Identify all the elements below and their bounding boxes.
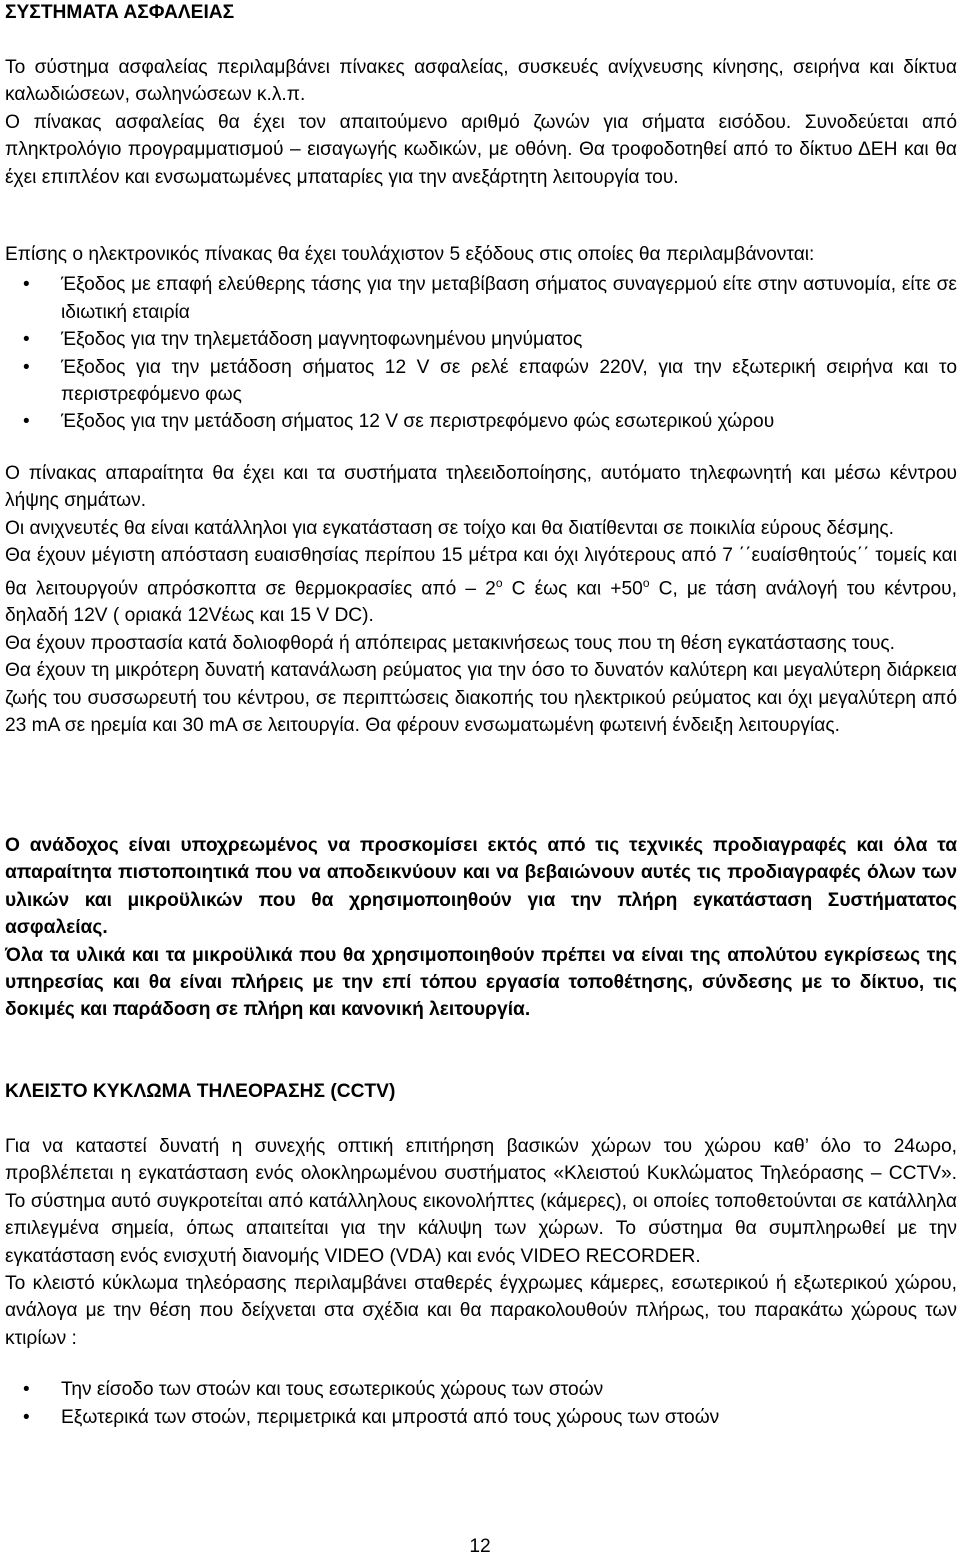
detectors-block bbox=[5, 460, 957, 739]
outputs-list bbox=[5, 271, 957, 435]
intro-paragraph-block bbox=[5, 54, 957, 191]
section-heading-security: ΣΥΣΤΗΜΑΤΑ ΑΣΦΑΛΕΙΑΣ bbox=[5, 2, 235, 23]
cctv-coverage-paragraph: Το κλειστό κύκλωμα τηλεόρασης περιλαμβάνει σταθερές έγχρωμες κάμερες, εσωτερικού ή εξωτερικού χώρου, ανάλογα με την θέση που δείχνεται στα σχέδια και θα παρακολουθούν πλήρως, του παρακάτω χώρους των κτιρίων : bbox=[5, 1273, 957, 1349]
intro-paragraph: Το σύστημα ασφαλείας περιλαμβάνει πίνακες ασφαλείας, συσκευές ανίχνευσης κίνησης, σειρήνα και δίκτυα καλωδιώσεων, σωληνώσεων κ.λ.π. bbox=[5, 57, 957, 106]
cctv-block bbox=[5, 1133, 957, 1431]
section-heading-cctv: ΚΛΕΙΣΤΟ ΚΥΚΛΩΜΑ ΤΗΛΕΟΡΑΣΗΣ (CCTV) bbox=[5, 1081, 396, 1102]
contractor-block bbox=[5, 832, 957, 1024]
notification-paragraph: Ο πίνακας απαραίτητα θα έχει και τα συστήματα τηλεειδοποίησης, αυτόματο τηλεφωνητή και μέσω κέντρου λήψης σημάτων. bbox=[5, 463, 957, 512]
outputs-block bbox=[5, 241, 957, 436]
list-item: • Την είσοδο των στοών και τους εσωτερικούς χώρους των στοών bbox=[5, 1376, 957, 1403]
list-item: • Έξοδος για την μετάδοση σήματος 12 V σε περιστρεφόμενο φώς εσωτερικού χώρου bbox=[5, 408, 957, 435]
panel-paragraph: Ο πίνακας ασφαλείας θα έχει τον απαιτούμενο αριθμό ζωνών για σήματα εισόδου. Συνοδεύεται από πληκτρολόγιο προγραμματισμού – εισαγωγής κωδικών, με οθόνη. Θα τροφοδοτηθεί από το δίκτυο ΔΕΗ και θα έχει επιπλέον και ενσωματωμένες μπαταρίες για την ανεξάρτητη λειτουργία του. bbox=[5, 111, 957, 188]
detectors-paragraph: Οι ανιχνευτές θα είναι κατάλληλοι για εγκατάσταση σε τοίχο και θα διατίθενται σε ποικιλία εύρους δέσμης. bbox=[5, 517, 894, 539]
list-item: • Έξοδος για την τηλεμετάδοση μαγνητοφωνημένου μηνύματος bbox=[5, 326, 957, 353]
cctv-areas-list bbox=[5, 1376, 957, 1431]
contractor-paragraph: Ο ανάδοχος είναι υποχρεωμένος να προσκομίσει εκτός από τις τεχνικές προδιαγραφές και όλα τα απαραίτητα πιστοποιητικά που να αποδεικνύουν και να βεβαιώνουν αυτές τις προδιαγραφές όλων των υλικών και μικροϋλικών που θα χρησιμοποιηθούν για την πλήρη εγκατάσταση Συστήματατος ασφαλείας. bbox=[5, 835, 957, 939]
consumption-paragraph: Θα έχουν τη μικρότερη δυνατή κατανάλωση ρεύματος για την όσο το δυνατόν καλύτερη και μεγαλύτερη διάρκεια ζωής του συσσωρευτή του κέντρου, σε περιπτώσεις διακοπής του ηλεκτρικού ρεύματος και όχι μεγαλύτερη από 23 mA σε ηρεμία και 30 mA σε λειτουργία. Θα φέρουν ενσωματωμένη φωτεινή ένδειξη λειτουργίας. bbox=[5, 660, 957, 737]
cctv-paragraph: Για να καταστεί δυνατή η συνεχής οπτική επιτήρηση βασικών χώρων του χώρου καθ’ όλο το 24ωρο, προβλέπεται η εγκατάσταση ενός ολοκληρωμένου συστήματος «Κλειστού Κυκλώματος Τηλεόρασης – CCTV». Το σύστημα αυτό συγκροτείται από κατάλληλους εικονολήπτες (κάμερες), οι οποίες τοποθετούνται σε κατάλληλα επιλεγμένα σημεία, όπως απαιτείται για την κάλυψη των χώρων. Το σύστημα θα συμπληρωθεί με την εγκατάσταση ενός ενισχυτή διανομής VIDEO (VDA) και ενός VIDEO RECORDER. bbox=[5, 1136, 957, 1267]
page-number: 12 bbox=[469, 1536, 491, 1557]
materials-paragraph: Όλα τα υλικά και τα μικροϋλικά που θα χρησιμοποιηθούν πρέπει να είναι της απολύτου εγκρίσεως της υπηρεσίας και θα είναι πλήρεις με την επί τόπου εργασία τοποθέτησης, σύνδεσης με το δίκτυο, τις δοκιμές και παράδοση σε πλήρη και κανονική λειτουργία. bbox=[5, 944, 957, 1021]
list-item: • Έξοδος για την μετάδοση σήματος 12 V σε ρελέ επαφών 220V, για την εξωτερική σειρήνα και το περιστρεφόμενο φως bbox=[5, 354, 957, 409]
tamper-paragraph: Θα έχουν προστασία κατά δολιοφθορά ή απόπειρας μετακινήσεως τους που τη θέση εγκατάστασης τους. bbox=[5, 632, 895, 654]
outputs-paragraph: Επίσης ο ηλεκτρονικός πίνακας θα έχει τουλάχιστον 5 εξόδους στις οποίες θα περιλαμβάνονται: bbox=[5, 244, 815, 265]
list-item: • Έξοδος με επαφή ελεύθερης τάσης για την μεταβίβαση σήματος συναγερμού είτε στην αστυνομία, είτε σε ιδιωτική εταιρία bbox=[5, 271, 957, 326]
sensitivity-paragraph: Θα έχουν μέγιστη απόσταση ευαισθησίας περίπου 15 μέτρα και όχι λιγότερους από 7 ΄΄ευαίσθητούς΄΄ τομείς και θα λειτουργούν απρόσκοπτα σε θερμοκρασίες από – $2^o$ C έως $\kappa\alpha\iota +50^o$ C, με τάση ανάλογή του κέντρου, δηλαδή 12V ( οριακά 12Vέως και 15 V DC). bbox=[5, 545, 957, 627]
list-item: • Εξωτερικά των στοών, περιμετρικά και μπροστά από τους χώρους των στοών bbox=[5, 1404, 957, 1431]
